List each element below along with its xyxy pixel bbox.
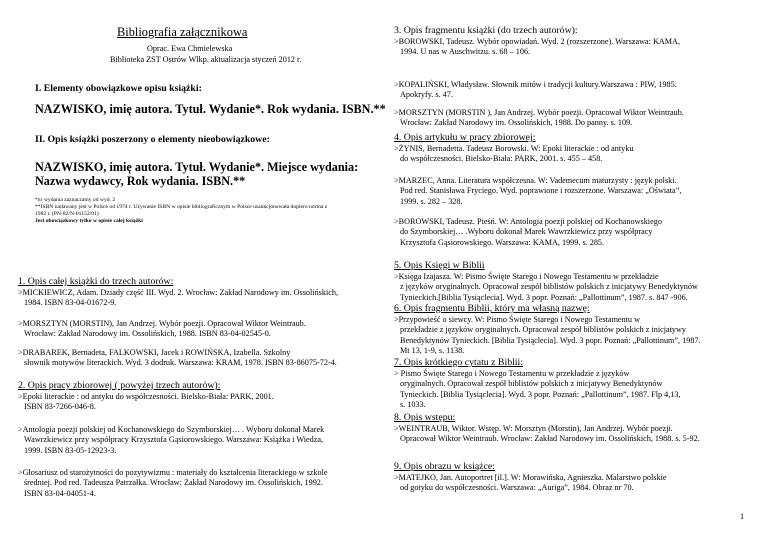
entry-line: oryginalnych. Opracował zespół biblistów polskich z inicjatywy Benedyktynów xyxy=(400,379,663,389)
entry-line: ISBN 83-7266-046-8. xyxy=(24,402,96,412)
footnote-4: Jest obowiązkowy tylko w opisie całej książki xyxy=(35,218,143,224)
entry-line: >DRABAREK, Bernadeta, FALKOWSKI, Jacek i ROWIŃSKA, Izabella. Szkolny xyxy=(18,348,291,357)
entry-line: Opracował Wiktor Weintraub. Wrocław: Zakład Narodowy im. Ossolińskich, 1988. s. 5-92. xyxy=(400,434,700,444)
s4-entry-2 xyxy=(394,176,681,207)
section1-heading: I. Elementy obowiązkowe opisu książki: xyxy=(35,83,202,94)
s9-heading: 9. Opis obrazu w książce: xyxy=(394,461,495,472)
s9-entry-1 xyxy=(394,473,667,494)
entry-line: 1984. ISBN 83-04-01672-9. xyxy=(24,298,117,308)
entry-line: Tynieckich.[Biblia Tysiąclecia]. Wyd. 3 popr. Poznań: „Pallottinum”, 1987. s. 847 -906. xyxy=(400,292,688,302)
entry-line: do współczesności. Bielsko-Biała: PARK, 2001. s. 455 – 458. xyxy=(400,154,603,164)
s8-heading: 8. Opis wstępu: xyxy=(394,412,456,423)
page-number: 1 xyxy=(740,512,745,521)
s4-heading: 4. Opis artykułu w pracy zbiorowej: xyxy=(394,132,536,143)
entry-line: >MARZEC, Anna. Literatura współczesna. W: Vademecum maturzysty : język polski. xyxy=(394,176,677,185)
footnote-2: **ISBN nadawany jest w Polsce od 1974 r. Używanie ISBN w opisie bibliograficznym w Polsce usankcjonowała dopiero norma z xyxy=(35,204,328,210)
footnote-3: 1982 r. (PN-82/N-01152/01). xyxy=(35,211,101,217)
s2-heading: 2. Opis pracy zbiorowej ( powyżej trzech autorów): xyxy=(18,380,221,391)
entry-line: Wawrzkiewicz przy współpracy Krzysztofa Gąsiorowskiego. Warszawa: Książka i Wiedza, xyxy=(24,435,324,445)
s6-heading: 6. Opis fragmentu Biblii, który ma własną nazwę: xyxy=(394,303,590,314)
entry-line: >KOPALIŃSKI, Władysław. Słownik mitów i tradycji kultury.Warszawa : PIW, 1985. xyxy=(394,80,677,89)
s7-heading: 7. Opis krótkiego cytatu z Biblii: xyxy=(394,357,523,368)
s1-heading: 1. Opis całej książki do trzech autorów: xyxy=(18,276,174,287)
s1-entry-2 xyxy=(18,319,306,340)
s2-entry-2 xyxy=(18,425,324,456)
entry-line: słownik motywów literackich. Wyd. 3 dodruk. Warszawa: KRAM, 1978. ISBN 83-86075-72-4. xyxy=(24,358,337,368)
section2-pattern-line2: Nazwa wydawcy, Rok wydania. ISBN.** xyxy=(35,174,246,188)
entry-line: Wrocław: Zakład Narodowy im. Ossolińskich, 1988. Do panny. s. 109. xyxy=(400,118,633,128)
s3-entry-3 xyxy=(394,108,684,129)
entry-line: >Księga Izajasza. W: Pismo Święte Starego i Nowego Testamentu w przekładzie xyxy=(394,272,659,281)
entry-line: >BOROWSKI, Tadeusz. Wybór opowiadań. Wyd. 2 (rozszerzone). Warszawa: KAMA, xyxy=(394,37,681,46)
entry-line: Tynieckich. [Biblia Tysiąclecia]. Wyd. 3 popr. Poznań: „Pallottinum”, 1987. Flp 4,13, xyxy=(400,389,681,399)
entry-line: Krzysztofa Gąsiorowskiego. Warszawa: KAMA, 1999. s. 285. xyxy=(400,237,605,247)
s1-entry-3 xyxy=(18,348,337,369)
entry-line: >MORSZTYN (MORSTIN), Jan Andrzej. Wybór poezji. Opracował Wiktor Weintraub. xyxy=(18,319,306,328)
entry-line: >WEINTRAUB, Wiktor. Wstęp. W: Morsztyn (Morstin), Jan Andrzej. Wybór poezji. xyxy=(394,424,673,433)
entry-line: >MORSZTYN (MORSTIN ), Jan Andrzej. Wybór poezji. Opracował Wiktor Weintraub. xyxy=(394,108,684,117)
entry-line: średniej. Pod red. Tadeusza Patrzałka. Wrocław: Zakład Narodowy im. Ossolińskich, 1992. xyxy=(24,478,323,488)
section2-heading: II. Opis książki poszerzony o elementy nieobowiązkowe: xyxy=(35,134,270,145)
entry-line: z języków oryginalnych. Opracował zespół biblistów polskich z inicjatywy Benedyktynów xyxy=(400,282,698,292)
s2-entry-3 xyxy=(18,468,328,499)
s8-entry-1 xyxy=(394,424,700,445)
entry-line: > Pismo Święte Starego i Nowego Testamentu w przekładzie z języków xyxy=(394,369,630,378)
entry-line: od gotyku do współczesności. Warszawa: „Auriga”, 1984. Obraz nr 70. xyxy=(400,483,634,493)
entry-line: >Przypowieść o siewcy. W: Pismo Święte Starego i Nowego Testamentu w xyxy=(394,315,640,324)
entry-line: Benedyktynów Tynieckich. [Biblia Tysiąclecia]. Wyd. 3 popr. Poznań: „Pallottinum”, 1987. xyxy=(400,335,701,345)
s1-entry-1 xyxy=(18,288,338,309)
s5-heading: 5. Opis Księgi w Biblii xyxy=(394,260,485,271)
s3-heading: 3. Opis fragmentu książki (do trzech autorów): xyxy=(394,25,578,36)
entry-line: >ŻYNIS, Bernadetta. Tadeusz Borowski. W: Epoki literackie : od antyku xyxy=(394,144,634,153)
document-title: Bibliografia załącznikowa xyxy=(117,25,248,39)
institution-line: Biblioteka ZST Ostrów Wlkp. aktualizacja styczeń 2012 r. xyxy=(110,55,302,64)
section1-pattern: NAZWISKO, imię autora. Tytuł. Wydanie*. Rok wydania. ISBN.** xyxy=(35,102,386,116)
entry-line: Wrocław: Zakład Narodowy im. Ossolińskich, 1988. ISBN 83-04-02545-0. xyxy=(24,329,271,339)
footnote-1: *nr wydania zaznaczamy od wyd. 2 xyxy=(35,197,116,203)
entry-line: Pod red. Stanisława Fryciego. Wyd. poprawione i rozszerzone. Warszawa: „Oświata”, xyxy=(400,186,682,196)
entry-line: przekładzie z języków oryginalnych. Opracował zespół biblistów polskich z inicjatywy xyxy=(400,325,687,335)
entry-line: 1999. ISBN 83-05-12923-3. xyxy=(24,445,117,455)
entry-line: >Epoki literackie : od antyku do współczesności. Bielsko-Biała: PARK, 2001. xyxy=(18,392,274,401)
entry-line: ISBN 83-04-04051-4. xyxy=(24,488,96,498)
entry-line: Mt 13, 1-9, s. 1138. xyxy=(400,346,465,356)
entry-line: >BOROWSKI, Tadeusz. Pieśń. W: Antologia poezji polskiej od Kochanowskiego xyxy=(394,217,662,226)
entry-line: >Głosariusz od starożytności do pozytywizmu : materiały do kształcenia literackiego w szkole xyxy=(18,468,328,477)
entry-line: do Szymborskiej… .Wyboru dokonał Marek Wawrzkiewicz przy współpracy xyxy=(400,227,653,237)
entry-line: >MICKIEWICZ, Adam. Dziady część III. Wyd. 2. Wrocław: Zakład Narodowy im. Ossolińskich, xyxy=(18,288,338,297)
entry-line: s. 1033. xyxy=(400,400,426,410)
s3-entry-2 xyxy=(394,80,677,101)
s4-entry-3 xyxy=(394,217,662,248)
s5-entry-1 xyxy=(394,272,698,303)
entry-line: >MATEJKO, Jan. Autoportret [il.]. W: Morawińska, Agnieszka. Malarstwo polskie xyxy=(394,473,667,482)
s7-entry-1 xyxy=(394,369,680,411)
entry-line: >Antologia poezji polskiej od Kochanowskiego do Szymborskiej… . Wyboru dokonał Marek xyxy=(18,425,325,434)
entry-line: 1999. s. 282 – 328. xyxy=(400,196,463,206)
s2-entry-1 xyxy=(18,392,274,413)
s4-entry-1 xyxy=(394,144,633,165)
section2-pattern-line1: NAZWISKO, imię autora. Tytuł. Wydanie*. Miejsce wydania: xyxy=(35,160,359,174)
s6-entry-1 xyxy=(394,315,701,357)
author-line: Oprac. Ewa Chmielewska xyxy=(147,44,233,53)
s3-entry-1 xyxy=(394,37,680,58)
entry-line: Apokryfy. s. 47. xyxy=(400,90,453,100)
entry-line: 1994. U nas w Auschwitzu. s. 68 – 106. xyxy=(400,47,531,57)
